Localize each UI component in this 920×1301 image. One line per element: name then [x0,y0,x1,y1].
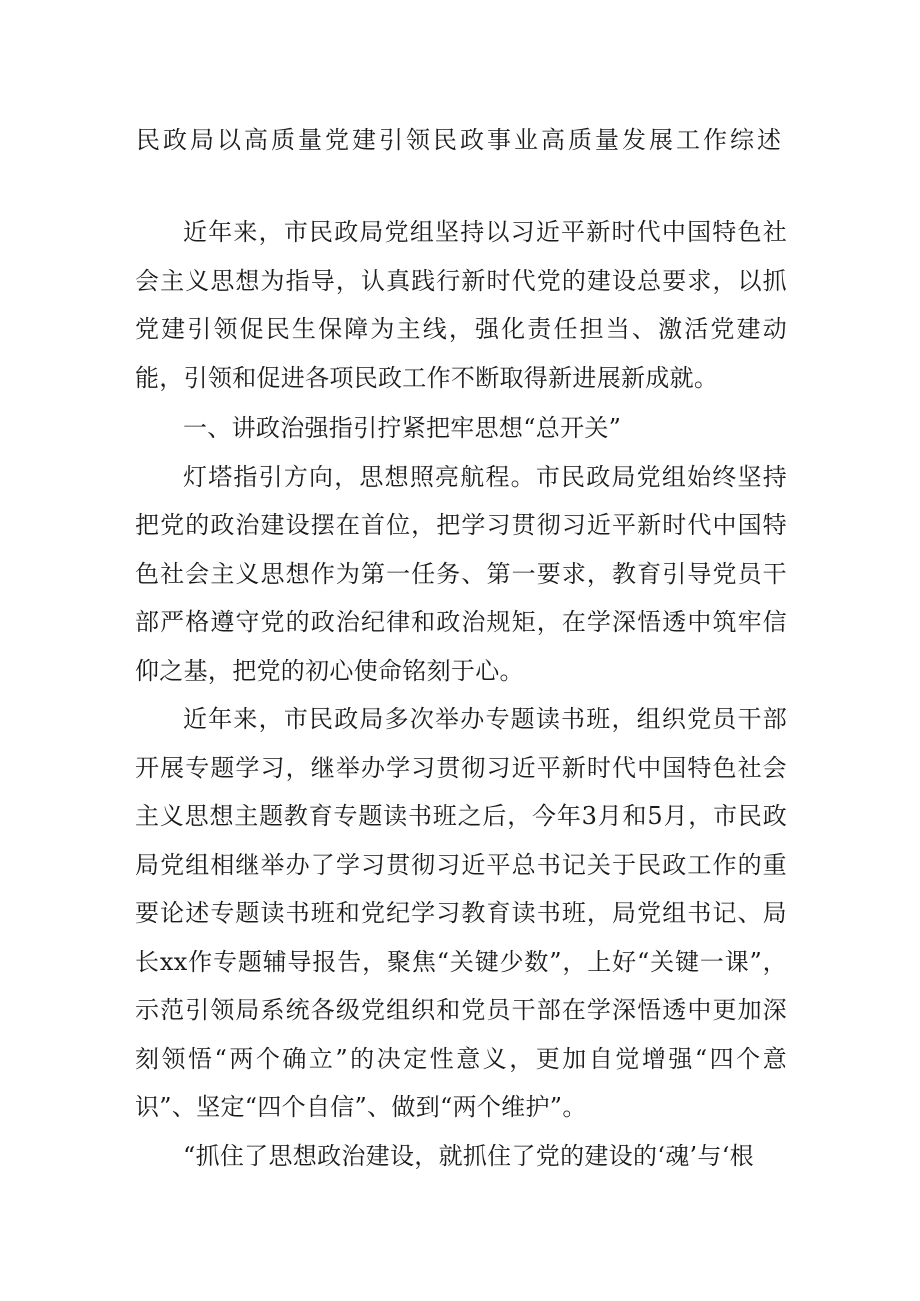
document-title: 民政局以高质量党建引领民政事业高质量发展工作综述 [136,126,784,154]
paragraph-quote: “抓住了思想政治建设，就抓住了党的建设的‘魂’与‘根 [183,1141,754,1170]
paragraph-study-classes: 近年来，市民政局多次举办专题读书班，组织党员干部开展专题学习，继举办学习贯彻习近平新时代中国特色社会主义思想主题教育专题读书班之后，今年3月和5月，市民政局党组相继举办了学习贯彻习近平总书记关于民政工作的重要论述专题读书班和党纪学习教育读书班，局党组书记、局长xx作专题辅导报告，聚焦“关键少数”，上好“关键一课”，示范引领局系统各级党组织和党员干部在学深悟透中更加深刻领悟“两个确立”的决定性意义，更加自觉增强“四个意识”、坚定“四个自信”、做到“两个维护”。 [135,705,787,1121]
paragraph-intro: 近年来，市民政局党组坚持以习近平新时代中国特色社会主义思想为指导，认真践行新时代党的建设总要求，以抓党建引领促民生保障为主线，强化责任担当、激活党建动能，引领和促进各项民政工作不断取得新进展新成就。 [135,218,787,392]
section-heading-1: 一、讲政治强指引拧紧把牢思想“总开关” [183,414,622,442]
paragraph-political-guidance: 灯塔指引方向，思想照亮航程。市民政局党组始终坚持把党的政治建设摆在首位，把学习贯彻习近平新时代中国特色社会主义思想作为第一任务、第一要求，教育引导党员干部严格遵守党的政治纪律和政治规矩，在学深悟透中筑牢信仰之基，把党的初心使命铭刻于心。 [135,462,787,685]
document-body [135,208,787,1180]
